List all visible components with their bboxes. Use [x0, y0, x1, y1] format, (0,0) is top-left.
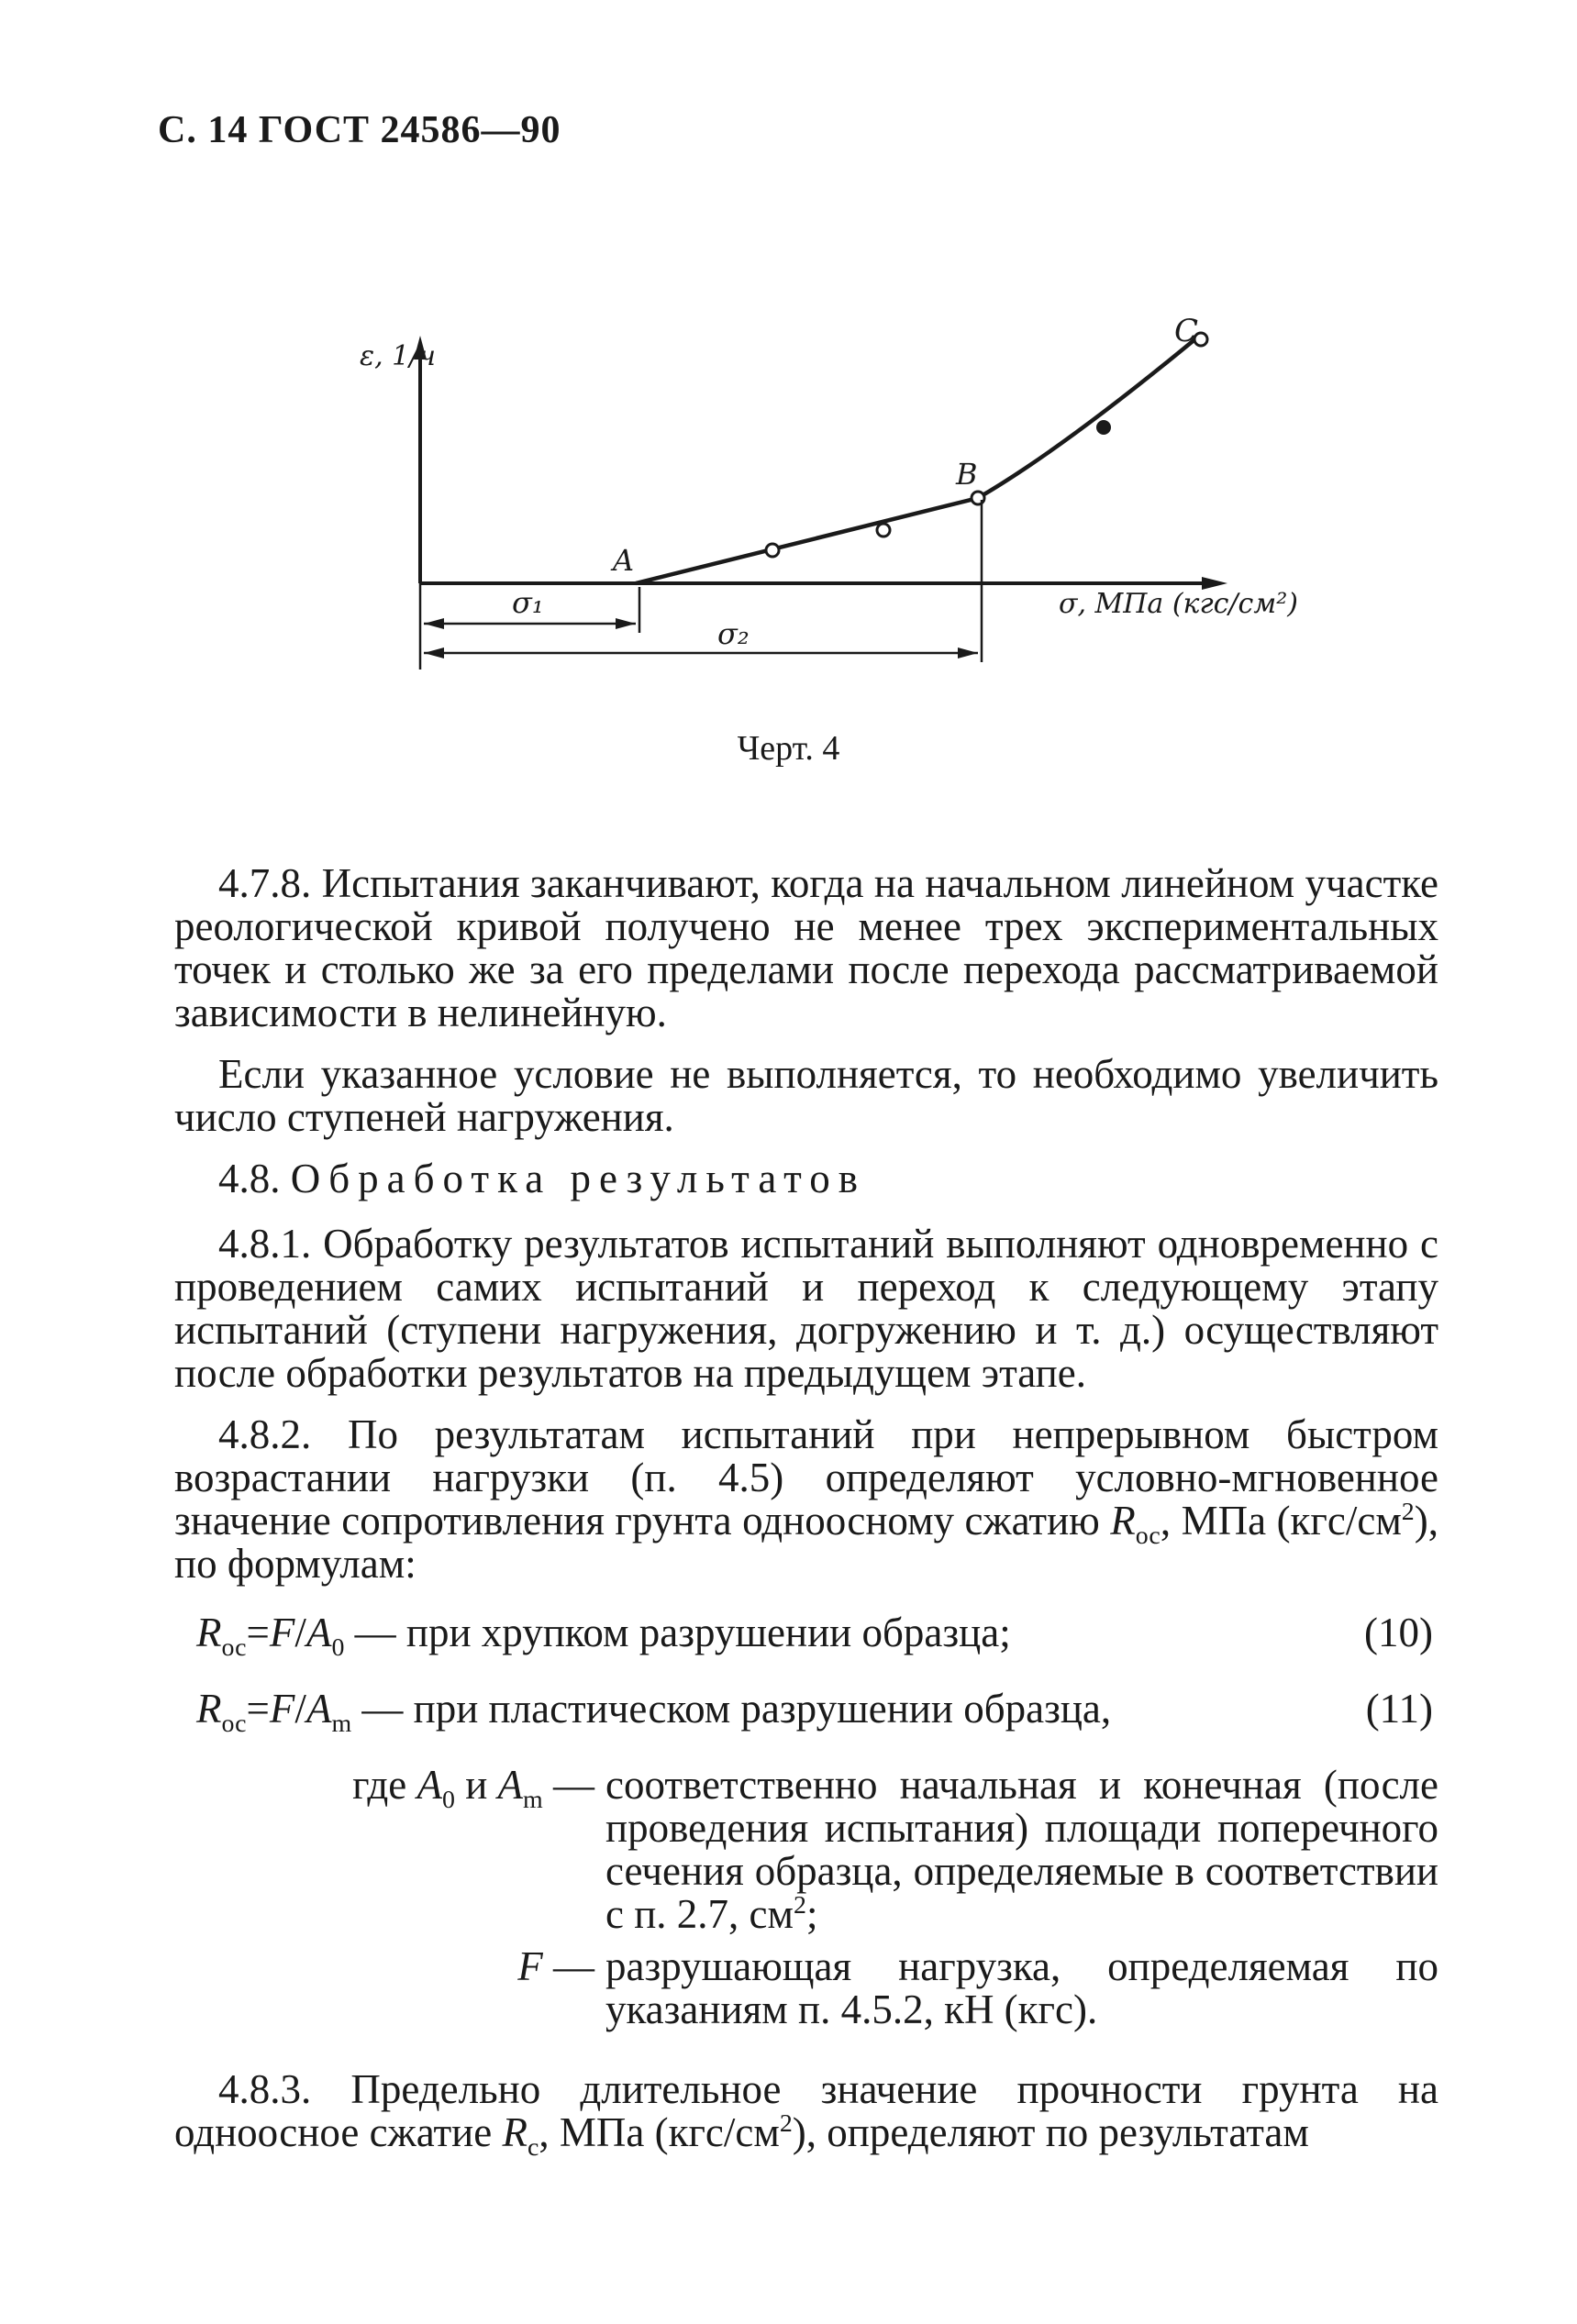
symbol-f: F	[269, 1610, 295, 1655]
subscript: ос	[1135, 1522, 1161, 1550]
subscript: 0	[442, 1786, 455, 1814]
subscript: ос	[221, 1710, 247, 1738]
figure-caption: Черт. 4	[737, 729, 840, 768]
paragraph-text: , МПа (кгс/см	[539, 2109, 780, 2155]
where-term	[174, 1764, 605, 1936]
symbol-a: A	[305, 1686, 332, 1732]
sigma1-label: σ₁	[512, 585, 544, 620]
experimental-point-filled	[1096, 420, 1111, 435]
section-title: Обработка результатов	[290, 1156, 866, 1201]
y-axis-label: ε, 1/ч	[360, 340, 437, 372]
superscript: 2	[1401, 1498, 1415, 1526]
point-a-label: A	[613, 543, 635, 578]
document-body	[174, 862, 1438, 2180]
paragraph-4-7-8: 4.7.8. Испытания заканчивают, когда на начальном линейном участке реологической кривой получено не менее трех экспериментальных точек и столько же за его пределами после перехода рассматриваемой зависимости в нелинейную.	[174, 860, 1438, 1035]
slash: /	[294, 1610, 306, 1655]
where-definition	[605, 1764, 1438, 1936]
where-definition: разрушающая нагрузка, определяемая по указаниям п. 4.5.2, кН (кгс).	[605, 1943, 1438, 2032]
superscript: 2	[794, 1891, 806, 1920]
figure-4	[0, 0, 1577, 825]
rheological-curve	[636, 338, 1197, 583]
where-clause-f	[174, 1945, 1438, 2031]
experimental-point-hollow	[766, 544, 779, 557]
paragraph-4-7-8-note: Если указанное условие не выполняется, то необходимо увеличить число ступеней нагружения.	[174, 1051, 1438, 1140]
formula-body	[196, 1686, 1112, 1738]
definition-text: соответственно начальная и конечная (после проведения испытания) площади поперечного сечения образца, определяемые в соответствии с п. 2.7, см	[605, 1762, 1438, 1937]
paragraph-text: , МПа (кгс/см	[1160, 1498, 1402, 1544]
rheological-curve-diagram	[0, 0, 1577, 825]
subscript: m	[331, 1710, 352, 1738]
sigma1-arrow-right	[616, 618, 636, 629]
dash: —	[542, 1943, 594, 1989]
equals-sign: =	[246, 1610, 270, 1655]
sigma2-label: σ₂	[717, 616, 750, 651]
where-word: где	[352, 1762, 417, 1808]
paragraph-4-8-2	[174, 1413, 1438, 1586]
point-b-label: B	[956, 457, 978, 492]
symbol-f: F	[269, 1686, 295, 1732]
sigma1-arrow-left	[424, 618, 444, 629]
subscript: 0	[331, 1633, 345, 1662]
symbol-r: R	[196, 1686, 222, 1732]
formula-description: — при хрупком разрушении образца;	[344, 1610, 1011, 1655]
symbol-r: R	[1110, 1498, 1136, 1544]
equals-sign: =	[246, 1686, 270, 1732]
where-term	[174, 1945, 605, 2031]
superscript: 2	[779, 2109, 793, 2138]
page-header: С. 14 ГОСТ 24586—90	[158, 109, 561, 151]
formula-11	[174, 1686, 1438, 1738]
section-number: 4.8.	[218, 1156, 281, 1201]
formula-10	[174, 1610, 1438, 1662]
sigma2-arrow-right	[958, 647, 978, 658]
symbol-a: A	[305, 1610, 332, 1655]
symbol-r: R	[196, 1610, 222, 1655]
formula-number: (10)	[1364, 1610, 1433, 1655]
dash: —	[542, 1762, 594, 1808]
symbol-r: R	[502, 2109, 528, 2155]
section-heading-4-8	[174, 1157, 1438, 1201]
where-clause-a	[174, 1764, 1438, 1936]
symbol-a: A	[416, 1762, 442, 1808]
sigma2-arrow-left	[424, 647, 444, 658]
paragraph-text: ), определяют по результатам	[792, 2109, 1309, 2155]
paragraph-4-8-3	[174, 2066, 1438, 2162]
point-c-label: C	[1174, 313, 1199, 349]
paragraph-4-8-1: 4.8.1. Обработку результатов испытаний выполняют одновременно с проведением самих испытаний и переход к следующему этапу испытаний (ступени нагружения, догружению и т. д.) осуществляют после обработки результатов на предыдущем этапе.	[174, 1221, 1438, 1396]
formula-body	[196, 1610, 1011, 1662]
symbol-a: A	[497, 1762, 524, 1808]
definition-end: ;	[805, 1891, 818, 1937]
slash: /	[294, 1686, 306, 1732]
subscript: m	[523, 1786, 543, 1814]
experimental-point-hollow	[877, 524, 890, 537]
x-axis-label: σ, МПа (кгс/см²)	[1059, 588, 1298, 620]
formula-number: (11)	[1365, 1686, 1433, 1732]
conjunction: и	[454, 1762, 498, 1808]
formula-description: — при пластическом разрушении образца,	[351, 1686, 1112, 1732]
paragraph-text: 4.8.2. По результатам испытаний при непрерывном быстром возрастании нагрузки (п. 4.5) определяют условно-мгновенное значение сопротивления грунта одноосному сжатию	[174, 1411, 1438, 1544]
subscript: с	[527, 2133, 539, 2162]
symbol-f: F	[517, 1943, 543, 1989]
paragraph-text: ), по формулам:	[174, 1498, 1438, 1587]
subscript: ос	[221, 1633, 247, 1662]
paragraph-text: 4.8.3. Предельно длительное значение прочности грунта на одноосное сжатие	[174, 2066, 1438, 2155]
